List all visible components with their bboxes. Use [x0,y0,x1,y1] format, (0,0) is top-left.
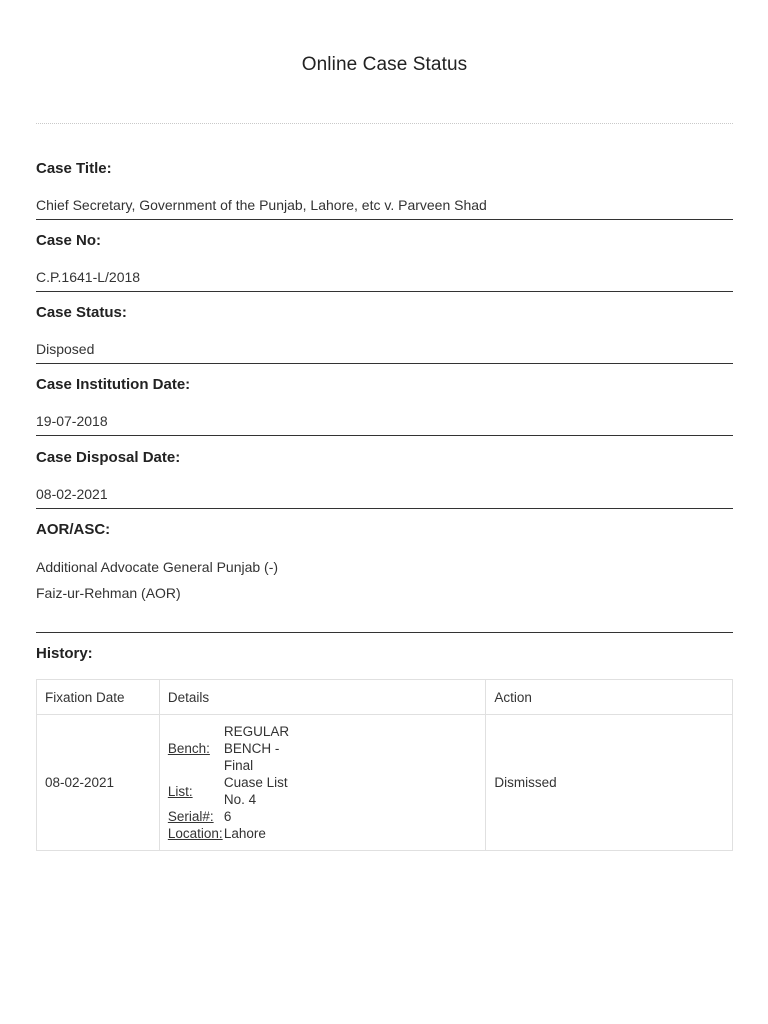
disposal-date-field [36,436,733,509]
location-key: Location: [167,826,223,841]
details-cell [159,715,486,851]
case-title-value: Chief Secretary, Government of the Punjab, Lahore, etc v. Parveen Shad [36,197,487,213]
serial-key: Serial#: [167,809,214,824]
history-table [36,679,733,851]
case-title-field [36,150,733,220]
disposal-date-value: 08-02-2021 [36,486,108,502]
aor-entry: Additional Advocate General Punjab (-) [36,559,279,575]
aor-values [36,554,278,606]
case-no-label: Case No: [36,232,102,249]
list-key: List: [167,783,193,799]
history-label: History: [36,645,93,662]
location-value: Lahore [223,826,266,841]
page-title: Online Case Status [301,54,468,75]
title-divider [36,123,733,124]
aor-entry: Faiz-ur-Rehman (AOR) [36,585,181,601]
aor-field [36,509,733,633]
institution-date-value: 19-07-2018 [36,413,108,429]
aor-label: AOR/ASC: [36,521,111,538]
column-header-fixation-date: Fixation Date [37,680,160,715]
column-header-details: Details [159,680,486,715]
case-status-label: Case Status: [36,304,127,321]
details-list [168,723,478,842]
list-value: Cuase List No. 4 [223,775,288,807]
case-status-value: Disposed [36,341,95,357]
case-status-field [36,292,733,364]
column-header-action: Action [486,680,733,715]
institution-date-label: Case Institution Date: [36,376,191,393]
fixation-date-cell: 08-02-2021 [37,715,160,851]
bench-key: Bench: [167,741,210,756]
bench-value: REGULAR BENCH - Final [223,724,290,773]
table-row [37,715,733,851]
disposal-date-label: Case Disposal Date: [36,449,181,466]
history-header-row [37,680,733,715]
case-no-value: C.P.1641-L/2018 [36,269,141,285]
case-no-field [36,220,733,292]
institution-date-field [36,364,733,436]
case-title-label: Case Title: [36,160,112,177]
serial-value: 6 [223,809,232,824]
action-cell: Dismissed [486,715,733,851]
